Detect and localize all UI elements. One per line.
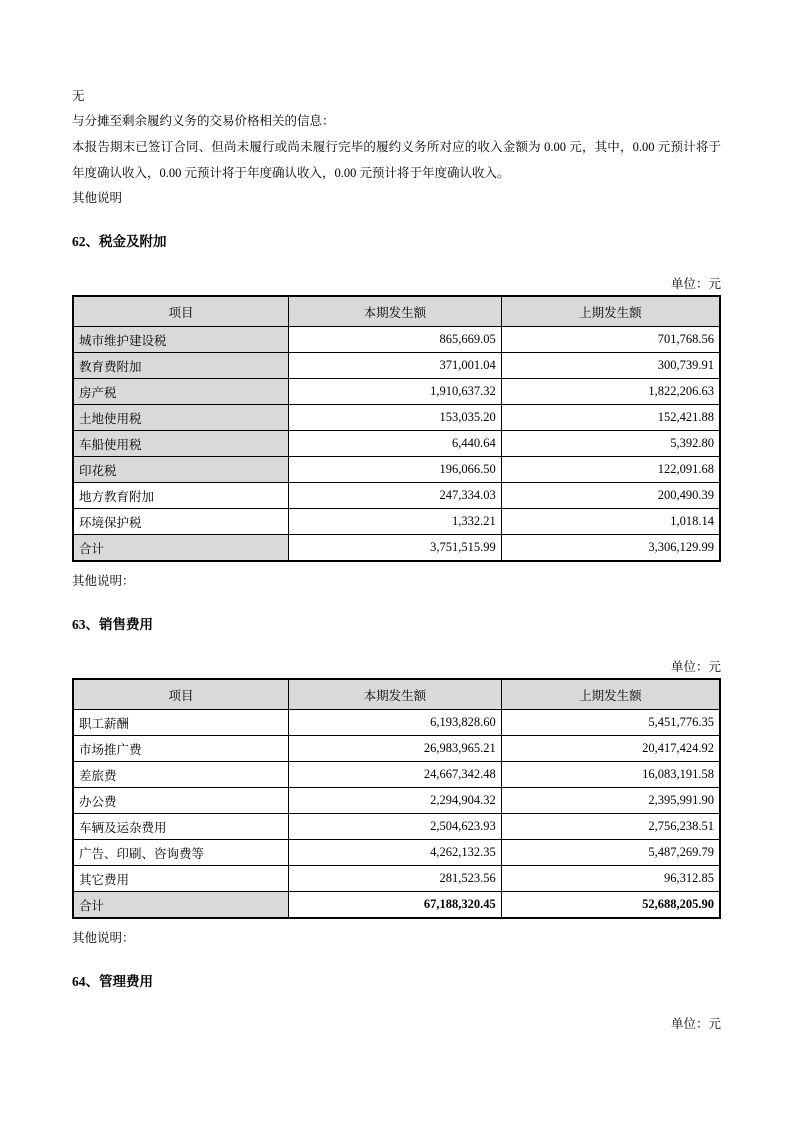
table-row bbox=[73, 379, 720, 405]
table-row bbox=[73, 431, 720, 457]
row-prior-value: 1,018.14 bbox=[501, 509, 720, 535]
section-64-title: 64、管理费用 bbox=[72, 974, 153, 989]
row-current-value: 24,667,342.48 bbox=[288, 762, 501, 788]
row-prior-value: 20,417,424.92 bbox=[501, 736, 720, 762]
table-row bbox=[73, 457, 720, 483]
column-header-item: 项目 bbox=[73, 679, 288, 710]
section-63-footnote: 其他说明： bbox=[72, 931, 135, 945]
row-item-label: 车船使用税 bbox=[73, 431, 288, 457]
table-row bbox=[73, 788, 720, 814]
row-current-value: 247,334.03 bbox=[288, 483, 501, 509]
table-row bbox=[73, 866, 720, 892]
row-prior-value: 1,822,206.63 bbox=[501, 379, 720, 405]
row-current-value: 4,262,132.35 bbox=[288, 840, 501, 866]
row-item-label: 车辆及运杂费用 bbox=[73, 814, 288, 840]
row-prior-value: 152,421.88 bbox=[501, 405, 720, 431]
row-current-value: 371,001.04 bbox=[288, 353, 501, 379]
row-item-label: 城市维护建设税 bbox=[73, 327, 288, 353]
row-item-label: 地方教育附加 bbox=[73, 483, 288, 509]
table-row bbox=[73, 840, 720, 866]
row-prior-value: 3,306,129.99 bbox=[501, 535, 720, 562]
row-current-value: 3,751,515.99 bbox=[288, 535, 501, 562]
section-62-title: 62、税金及附加 bbox=[72, 234, 167, 249]
row-current-value: 1,910,637.32 bbox=[288, 379, 501, 405]
intro-none-text: 无 bbox=[72, 89, 85, 103]
column-header-current-period: 本期发生额 bbox=[288, 296, 501, 327]
row-current-value: 26,983,965.21 bbox=[288, 736, 501, 762]
row-item-label: 合计 bbox=[73, 892, 288, 919]
table-row bbox=[73, 892, 720, 919]
row-item-label: 广告、印刷、咨询费等 bbox=[73, 840, 288, 866]
row-prior-value: 2,395,991.90 bbox=[501, 788, 720, 814]
row-item-label: 环境保护税 bbox=[73, 509, 288, 535]
row-item-label: 合计 bbox=[73, 535, 288, 562]
row-prior-value: 5,392.80 bbox=[501, 431, 720, 457]
selling-expenses-table bbox=[72, 678, 721, 919]
table-row bbox=[73, 483, 720, 509]
row-current-value: 67,188,320.45 bbox=[288, 892, 501, 919]
table-header-row bbox=[73, 679, 720, 710]
row-current-value: 1,332.21 bbox=[288, 509, 501, 535]
row-item-label: 其它费用 bbox=[73, 866, 288, 892]
table-row bbox=[73, 327, 720, 353]
section-63-unit-label: 单位：元 bbox=[670, 660, 721, 674]
row-current-value: 6,193,828.60 bbox=[288, 710, 501, 736]
row-item-label: 差旅费 bbox=[73, 762, 288, 788]
table-row bbox=[73, 509, 720, 535]
row-current-value: 2,504,623.93 bbox=[288, 814, 501, 840]
table-row bbox=[73, 736, 720, 762]
row-current-value: 6,440.64 bbox=[288, 431, 501, 457]
intro-info-line: 与分摊至剩余履约义务的交易价格相关的信息： bbox=[72, 114, 335, 128]
row-item-label: 职工薪酬 bbox=[73, 710, 288, 736]
table-row bbox=[73, 535, 720, 562]
row-current-value: 281,523.56 bbox=[288, 866, 501, 892]
row-current-value: 196,066.50 bbox=[288, 457, 501, 483]
row-prior-value: 200,490.39 bbox=[501, 483, 720, 509]
table-header-row bbox=[73, 296, 720, 327]
row-item-label: 市场推广费 bbox=[73, 736, 288, 762]
table-row bbox=[73, 814, 720, 840]
row-prior-value: 16,083,191.58 bbox=[501, 762, 720, 788]
row-current-value: 153,035.20 bbox=[288, 405, 501, 431]
section-64-unit-label: 单位：元 bbox=[670, 1017, 721, 1031]
row-prior-value: 300,739.91 bbox=[501, 353, 720, 379]
table-row bbox=[73, 710, 720, 736]
intro-other-note: 其他说明 bbox=[72, 191, 123, 205]
section-63-title: 63、销售费用 bbox=[72, 617, 153, 632]
table-row bbox=[73, 353, 720, 379]
taxes-surcharges-table bbox=[72, 295, 721, 562]
row-current-value: 2,294,904.32 bbox=[288, 788, 501, 814]
row-prior-value: 5,487,269.79 bbox=[501, 840, 720, 866]
row-item-label: 办公费 bbox=[73, 788, 288, 814]
row-prior-value: 52,688,205.90 bbox=[501, 892, 720, 919]
section-62-unit-label: 单位：元 bbox=[670, 277, 721, 291]
section-62-footnote: 其他说明： bbox=[72, 574, 135, 588]
intro-paragraph: 本报告期末已签订合同、但尚未履行或尚未履行完毕的履约义务所对应的收入金额为 0.00 元，其中，0.00 元预计将于年度确认收入，0.00 元预计将于年度确认收入，0.00 元预计将于年度确认收入。 bbox=[72, 140, 721, 180]
column-header-item: 项目 bbox=[73, 296, 288, 327]
column-header-prior-period: 上期发生额 bbox=[501, 679, 720, 710]
row-prior-value: 122,091.68 bbox=[501, 457, 720, 483]
row-prior-value: 96,312.85 bbox=[501, 866, 720, 892]
row-prior-value: 5,451,776.35 bbox=[501, 710, 720, 736]
table-row bbox=[73, 762, 720, 788]
row-item-label: 土地使用税 bbox=[73, 405, 288, 431]
column-header-prior-period: 上期发生额 bbox=[501, 296, 720, 327]
row-item-label: 印花税 bbox=[73, 457, 288, 483]
row-prior-value: 701,768.56 bbox=[501, 327, 720, 353]
row-current-value: 865,669.05 bbox=[288, 327, 501, 353]
row-item-label: 房产税 bbox=[73, 379, 288, 405]
table-row bbox=[73, 405, 720, 431]
column-header-current-period: 本期发生额 bbox=[288, 679, 501, 710]
row-prior-value: 2,756,238.51 bbox=[501, 814, 720, 840]
row-item-label: 教育费附加 bbox=[73, 353, 288, 379]
